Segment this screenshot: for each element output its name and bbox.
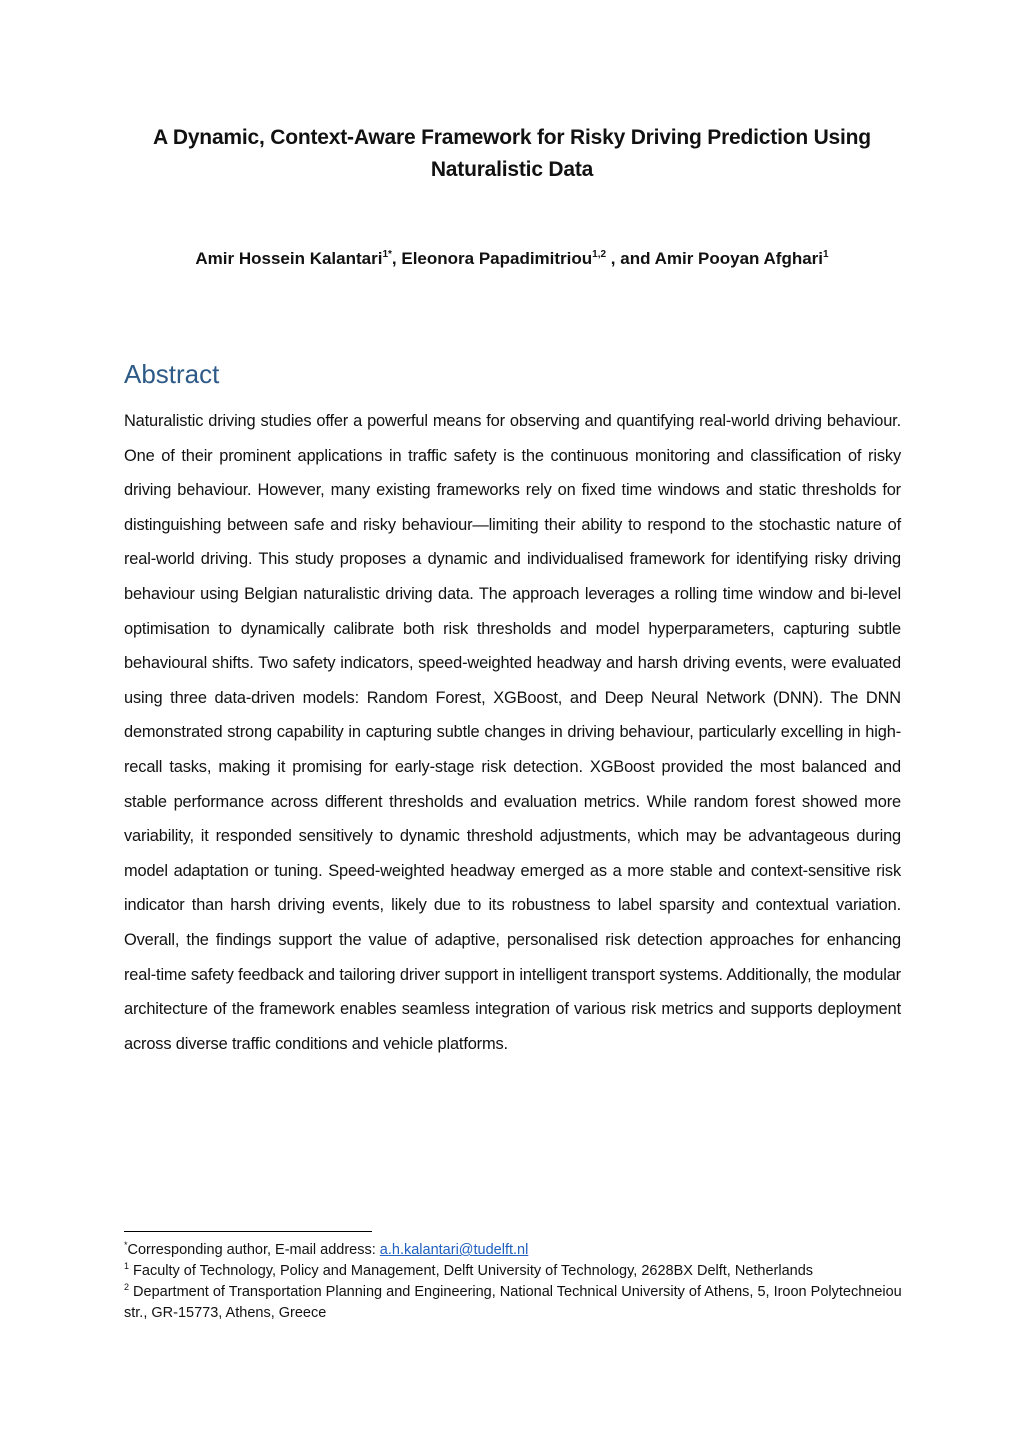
footnote-corresponding-label: Corresponding author, E-mail address: — [127, 1242, 380, 1258]
paper-title-line-1: A Dynamic, Context-Aware Framework for Risky Driving Prediction Using — [153, 126, 871, 149]
footnote-affiliation-2 — [124, 1282, 904, 1324]
footnote-affiliation-1 — [124, 1261, 904, 1282]
author-list — [100, 246, 924, 272]
footnotes — [124, 1240, 904, 1324]
footnote-affiliation-2-text: Department of Transportation Planning and Engineering, National Technical University of Athens, 5, Iroon Polytechneiou str., GR-15773, Athens, Greece — [124, 1284, 902, 1321]
footnote-mark-1: 1 — [124, 1261, 130, 1271]
paper-title-line-2: Naturalistic Data — [430, 158, 594, 181]
footnote-mark-2: 2 — [124, 1282, 130, 1292]
author-affiliation-1: 1* — [382, 249, 392, 260]
footnote-divider — [124, 1231, 372, 1232]
footnote-affiliation-1-text: Faculty of Technology, Policy and Management, Delft University of Technology, 2628BX Delft, Netherlands — [129, 1263, 814, 1279]
paper-title — [120, 122, 904, 186]
author-name-3: Amir Pooyan Afghari — [654, 249, 824, 268]
author-affiliation-2: 1,2 — [592, 249, 607, 260]
author-separator-1: , — [391, 249, 402, 268]
abstract-text: Naturalistic driving studies offer a powerful means for observing and quantifying real-world driving behaviour. One of their prominent applications in traffic safety is the continuous monitoring and classification of risky driving behaviour. However, many existing frameworks rely on fixed time windows and static thresholds for distinguishing between safe and risky behaviour—limiting their ability to respond to the stochastic nature of real-world driving. This study proposes a dynamic and individualised framework for identifying risky driving behaviour using Belgian naturalistic driving data. The approach leverages a rolling time window and bi-level optimisation to dynamically calibrate both risk thresholds and model hyperparameters, capturing subtle behavioural shifts. Two safety indicators, speed-weighted headway and harsh driving events, were evaluated using three data-driven models: Random Forest, XGBoost, and Deep Neural Network (DNN). The DNN demonstrated strong capability in capturing subtle changes in driving behaviour, particularly excelling in high-recall tasks, making it promising for early-stage risk detection. XGBoost provided the most balanced and stable performance across different thresholds and evaluation metrics. While random forest showed more variability, it responded sensitively to dynamic threshold adjustments, which may be advantageous during model adaptation or tuning. Speed-weighted headway emerged as a more stable and context-sensitive risk indicator than harsh driving events, likely due to its robustness to label sparsity and contextual variation. Overall, the findings support the value of adaptive, personalised risk detection approaches for enhancing real-time safety feedback and tailoring driver support in intelligent transport systems. Additionally, the modular architecture of the framework enables seamless integration of various risk metrics and supports deployment across diverse traffic conditions and vehicle platforms. — [124, 412, 901, 1053]
author-separator-2: , and — [606, 249, 655, 268]
corresponding-email-link[interactable]: a.h.kalantari@tudelft.nl — [379, 1242, 529, 1258]
author-name-1: Amir Hossein Kalantari — [195, 249, 383, 268]
author-name-2: Eleonora Papadimitriou — [401, 249, 593, 268]
footnote-corresponding-author — [124, 1240, 904, 1261]
author-affiliation-3: 1 — [823, 249, 829, 260]
abstract-heading: Abstract — [124, 358, 220, 389]
footnote-mark-star: * — [124, 1240, 128, 1250]
